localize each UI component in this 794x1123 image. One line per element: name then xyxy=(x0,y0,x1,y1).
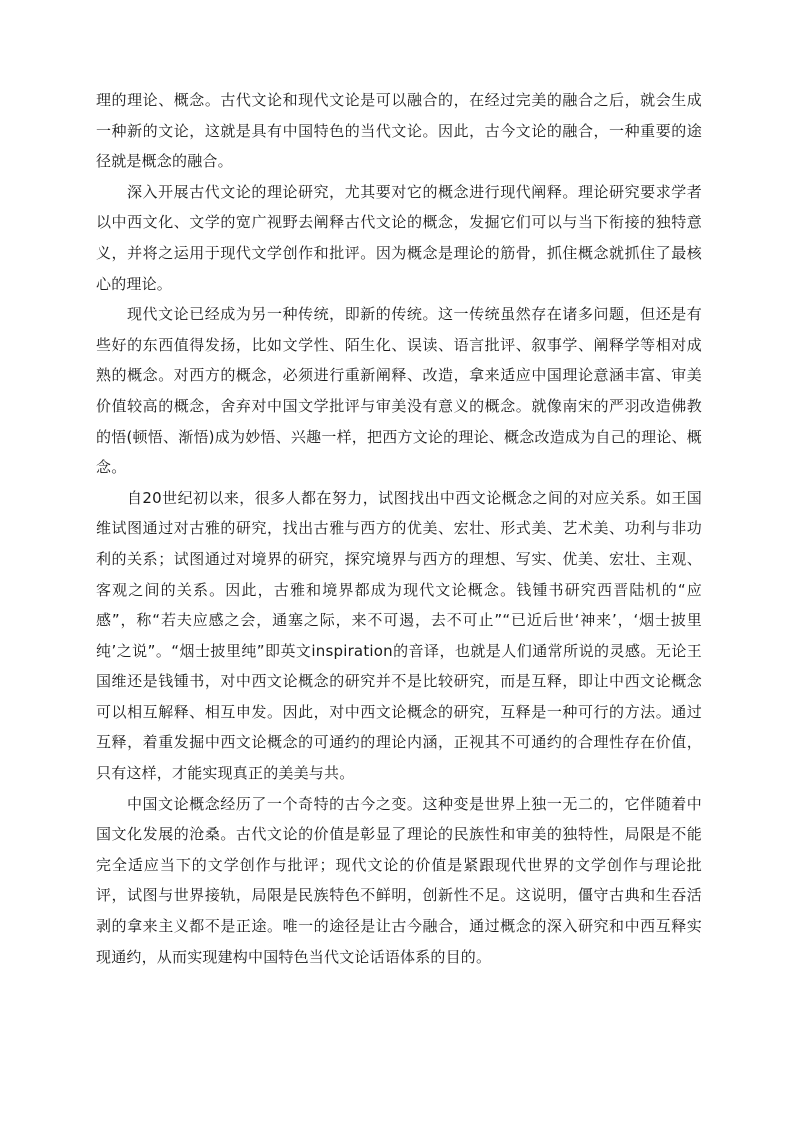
document-body xyxy=(96,85,702,972)
paragraph-1: 理的理论、概念。古代文论和现代文论是可以融合的，在经过完美的融合之后，就会生成一种新的文论，这就是具有中国特色的当代文论。因此，古今文论的融合，一种重要的途径就是概念的融合。 xyxy=(96,91,702,171)
paragraph-3: 现代文论已经成为另一种传统，即新的传统。这一传统虽然存在诸多问题，但还是有些好的东西值得发扬，比如文学性、陌生化、误读、语言批评、叙事学、阐释学等相对成熟的概念。对西方的概念，必须进行重新阐释、改造，拿来适应中国理论意涵丰富、审美价值较高的概念，舍弃对中国文学批评与审美没有意义的概念。就像南宋的严羽改造佛教的悟(顿悟、渐悟)成为妙悟、兴趣一样，把西方文论的理论、概念改造成为自己的理论、概念。 xyxy=(96,305,702,477)
paragraph-2: 深入开展古代文论的理论研究，尤其要对它的概念进行现代阐释。理论研究要求学者以中西文化、文学的宽广视野去阐释古代文论的概念，发掘它们可以与当下衔接的独特意义，并将之运用于现代文学创作和批评。因为概念是理论的筋骨，抓住概念就抓住了最核心的理论。 xyxy=(96,182,702,293)
paragraph-5: 中国文论概念经历了一个奇特的古今之变。这种变是世界上独一无二的，它伴随着中国文化发展的沧桑。古代文论的价值是彰显了理论的民族性和审美的独特性，局限是不能完全适应当下的文学创作与批评；现代文论的价值是紧跟现代世界的文学创作与理论批评，试图与世界接轨，局限是民族特色不鲜明，创新性不足。这说明，僵守古典和生吞活剥的拿来主义都不是正途。唯一的途径是让古今融合，通过概念的深入研究和中西互释实现通约，从而实现建构中国特色当代文论话语体系的目的。 xyxy=(96,794,702,966)
paragraph-4: 自20世纪初以来，很多人都在努力，试图找出中西文论概念之间的对应关系。如王国维试图通过对古雅的研究，找出古雅与西方的优美、宏壮、形式美、艺术美、功利与非功利的关系；试图通过对境界的研究，探究境界与西方的理想、写实、优美、宏壮、主观、客观之间的关系。因此，古雅和境界都成为现代文论概念。钱锺书研究西晋陆机的“应感”，称“若夫应感之会，通塞之际，来不可遏，去不可止”“已近后世‘神来’，‘烟士披里纯’之说”。“烟士披里纯”即英文inspiration的音译，也就是人们通常所说的灵感。无论王国维还是钱锺书，对中西文论概念的研究并不是比较研究，而是互释，即让中西文论概念可以相互解释、相互申发。因此，对中西文论概念的研究，互释是一种可行的方法。通过互释，着重发掘中西文论概念的可通约的理论内涵，正视其不可通约的合理性存在价值，只有这样，才能实现真正的美美与共。 xyxy=(96,488,702,783)
